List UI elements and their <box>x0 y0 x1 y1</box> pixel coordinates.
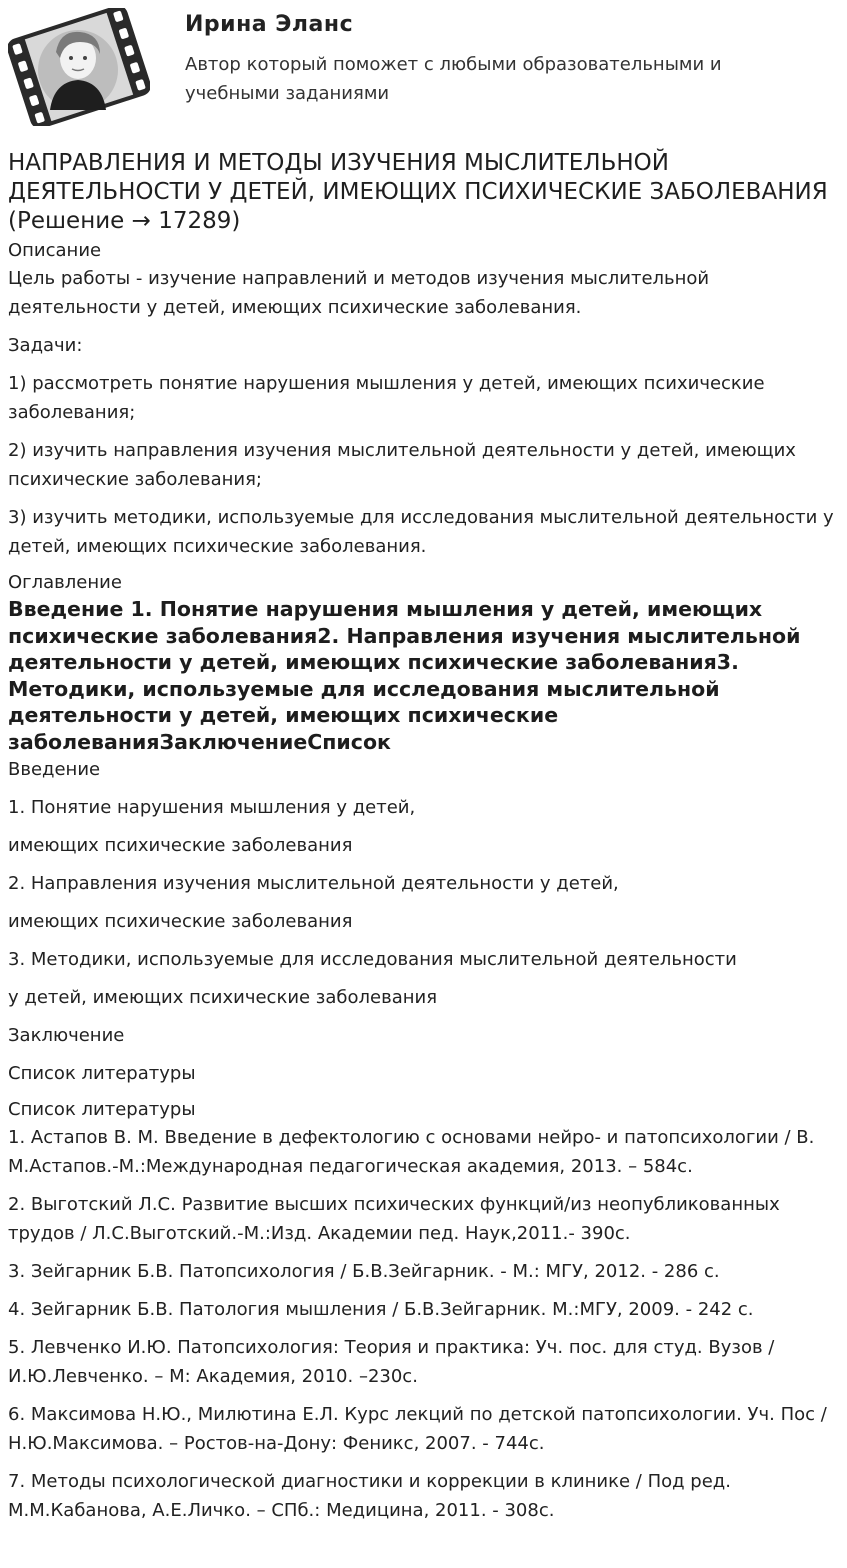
contents-item: у детей, имеющих психические заболевания <box>8 987 438 1008</box>
reference-item: 5. Левченко И.Ю. Патопсихология: Теория и практика: Уч. пос. для студ. Вузов / И.Ю.Левченко. – М: Академия, 2010. –230с. <box>8 1337 775 1387</box>
contents-item: 3. Методики, используемые для исследования мыслительной деятельности <box>8 949 737 970</box>
description-goal: Цель работы - изучение направлений и методов изучения мыслительной деятельности у детей, имеющих психические заболевания. <box>8 268 710 318</box>
task-item: 2) изучить направления изучения мыслительной деятельности у детей, имеющих психические заболевания; <box>8 440 796 490</box>
contents-item: 1. Понятие нарушения мышления у детей, <box>8 797 416 818</box>
reference-item: 2. Выготский Л.С. Развитие высших психических функций/из неопубликованных трудов / Л.С.Выготский.-М.:Изд. Академии пед. Наук,2011.- 390с. <box>8 1194 780 1244</box>
reference-item: 3. Зейгарник Б.В. Патопсихология / Б.В.Зейгарник. - М.: МГУ, 2012. - 286 с. <box>8 1261 720 1282</box>
references-label: Список литературы <box>8 1099 196 1120</box>
task-item: 1) рассмотреть понятие нарушения мышления у детей, имеющих психические заболевания; <box>8 373 765 423</box>
contents-item: Заключение <box>8 1025 125 1046</box>
contents-label: Оглавление <box>8 572 122 593</box>
description-label: Описание <box>8 240 102 261</box>
task-item: 3) изучить методики, используемые для исследования мыслительной деятельности у детей, имеющих психические заболевания. <box>8 507 834 557</box>
reference-item: 1. Астапов В. М. Введение в дефектологию с основами нейро- и патопсихологии / В. М.Астапов.-М.:Международная педагогическая академия, 2013. – 584с. <box>8 1127 815 1177</box>
work-content <box>8 149 839 1534</box>
author-avatar[interactable] <box>8 8 150 126</box>
contents-item: Список литературы <box>8 1063 196 1084</box>
work-title: НАПРАВЛЕНИЯ И МЕТОДЫ ИЗУЧЕНИЯ МЫСЛИТЕЛЬНОЙ ДЕЯТЕЛЬНОСТИ У ДЕТЕЙ, ИМЕЮЩИХ ПСИХИЧЕСКИЕ ЗАБОЛЕВАНИЯ (Решение → 17289) <box>8 150 828 234</box>
tasks-label: Задачи: <box>8 335 83 356</box>
author-bio: Автор который поможет с любыми образовательными и учебными заданиями <box>185 54 722 104</box>
reference-item: 4. Зейгарник Б.В. Патология мышления / Б.В.Зейгарник. М.:МГУ, 2009. - 242 с. <box>8 1299 754 1320</box>
contents-summary: Введение 1. Понятие нарушения мышления у детей, имеющих психические заболевания2. Направления изучения мыслительной деятельности у детей, имеющих психические заболевания3. Методики, используемые для исследования мыслительной деятельности у детей, имеющих психические заболеванияЗаключениеСписок <box>8 597 801 754</box>
contents-item: Введение <box>8 759 101 780</box>
author-name[interactable]: Ирина Эланс <box>185 12 354 37</box>
contents-item: имеющих психические заболевания <box>8 911 353 932</box>
author-card <box>0 0 847 140</box>
contents-item: 2. Направления изучения мыслительной деятельности у детей, <box>8 873 619 894</box>
contents-item: имеющих психические заболевания <box>8 835 353 856</box>
reference-item: 7. Методы психологической диагностики и коррекции в клинике / Под ред. М.М.Кабанова, А.Е.Личко. – СПб.: Медицина, 2011. - 308с. <box>8 1471 731 1521</box>
reference-item: 6. Максимова Н.Ю., Милютина Е.Л. Курс лекций по детской патопсихологии. Уч. Пос / Н.Ю.Максимова. – Ростов-на-Дону: Феникс, 2007. - 744с. <box>8 1404 827 1454</box>
